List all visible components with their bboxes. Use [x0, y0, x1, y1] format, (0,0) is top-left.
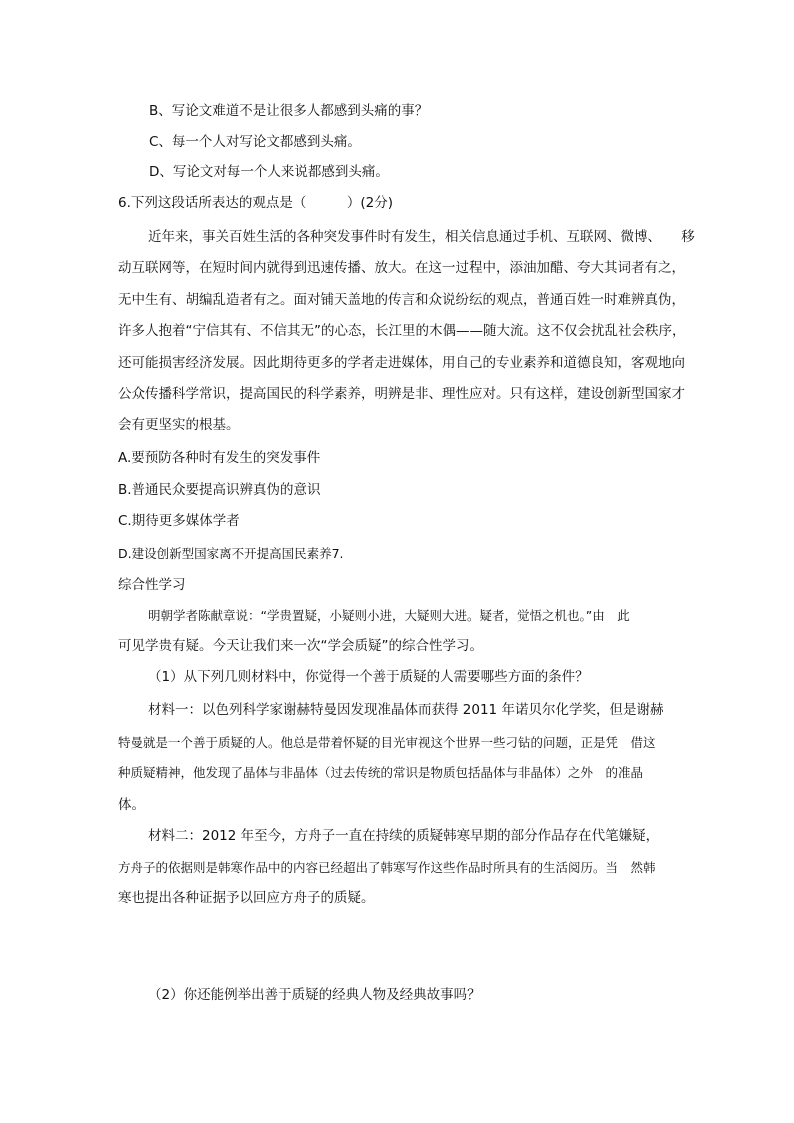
material1-line-1: 材料一：以色列科学家谢赫特曼因发现准晶体而获得 2011 年诺贝尔化学奖，但是谢赫: [148, 702, 664, 718]
q6-passage-line-1: 近年来，事关百姓生活的各种突发事件时有发生，相关信息通过手机、互联网、微博、 移: [148, 229, 695, 245]
q6-option-b: B.普通民众要提高识辨真伪的意识: [118, 482, 321, 498]
section-heading: 综合性学习: [118, 577, 186, 593]
intro-line-2: 可见学贵有疑。今天让我们来一次“学会质疑”的综合性学习。: [118, 638, 483, 654]
q6-option-c: C.期待更多媒体学者: [118, 513, 240, 529]
q6-passage-line-7: 会有更坚实的根基。: [118, 417, 240, 433]
sub-question-2: （2）你还能例举出善于质疑的经典人物及经典故事吗？: [148, 987, 481, 1003]
q6-passage-line-3: 无中生有、胡编乱造者有之。面对铺天盖地的传言和众说纷纭的观点，普通百姓一时难辨真伪，: [118, 292, 685, 308]
material2-line-1: 材料二：2012 年至今，方舟子一直在持续的质疑韩寒早期的部分作品存在代笔嫌疑，: [148, 828, 660, 844]
q6-passage-line-4: 许多人抱着“宁信其有、不信其无”的心态，长江里的木偶——随大流。这不仅会扰乱社会秩序，: [118, 323, 686, 339]
material2-line-3: 寒也提出各种证据予以回应方舟子的质疑。: [118, 890, 375, 906]
q6-passage-line-2: 动互联网等，在短时间内就得到迅速传播、放大。在这一过程中，添油加醋、夸大其词者有之，: [118, 260, 685, 276]
material2-line-2: 方舟子的依据则是韩寒作品中的内容已经超出了韩寒写作这些作品时所具有的生活阅历。当 然韩: [118, 860, 656, 875]
intro-line-1: 明朝学者陈献章说：“学贵置疑，小疑则小进，大疑则大进。疑者，觉悟之机也。”由 此: [148, 608, 630, 623]
q6-passage-line-5: 还可能损害经济发展。因此期待更多的学者走进媒体，用自己的专业素养和道德良知，客观地向: [118, 355, 685, 371]
q5-option-c: C、每一个人对写论文都感到头痛。: [149, 134, 361, 150]
q6-option-d: D.建设创新型国家离不开提高国民素养7.: [118, 546, 344, 561]
q5-option-d: D、写论文对每一个人来说都感到头痛。: [149, 164, 389, 180]
q6-option-a: A.要预防各种时有发生的突发事件: [118, 450, 321, 466]
sub-question-1: （1）从下列几则材料中，你觉得一个善于质疑的人需要哪些方面的条件？: [148, 669, 589, 685]
q6-prompt: 6.下列这段话所表达的观点是（ ）(2分): [118, 195, 394, 211]
material1-line-4: 体。: [118, 797, 145, 813]
q6-passage-line-6: 公众传播科学常识，提高国民的科学素养，明辨是非、理性应对。只有这样，建设创新型国家才: [118, 386, 685, 402]
material1-line-3: 种质疑精神，他发现了晶体与非晶体（过去传统的常识是物质包括晶体与非晶体）之外 的准晶: [118, 765, 644, 780]
material1-line-2: 特曼就是一个善于质疑的人。他总是带着怀疑的目光审视这个世界一些刁钻的问题，正是凭 借这: [118, 735, 656, 750]
q5-option-b: B、写论文难道不是让很多人都感到头痛的事？: [149, 103, 429, 119]
